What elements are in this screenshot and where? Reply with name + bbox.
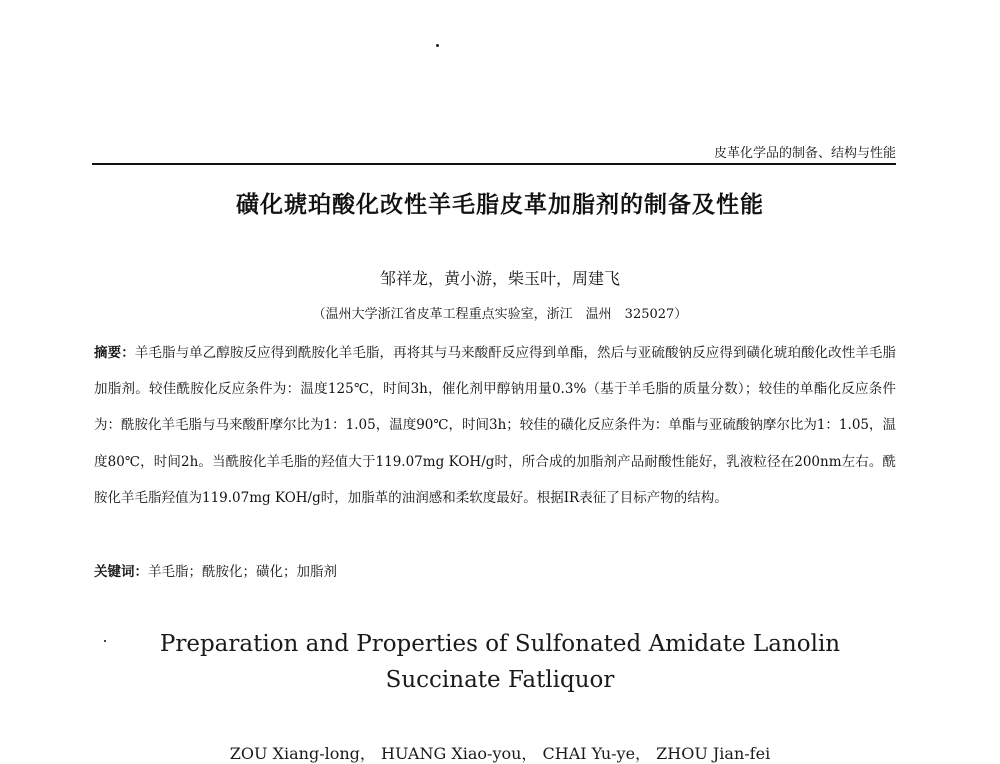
english-author-list: ZOU Xiang-long， HUANG Xiao-you， CHAI Yu-ye， ZHOU Jian-fei	[229, 744, 771, 763]
author-list: 邹祥龙，黄小游，柴玉叶，周建飞	[379, 269, 620, 288]
running-header: 皮革化学品的制备、结构与性能	[713, 146, 896, 161]
abstract-text: 羊毛脂与单乙醇胺反应得到酰胺化羊毛脂，再将其与马来酸酐反应得到单酯，然后与亚硫酸钠反应得到磺化琥珀酸化改性羊毛脂加脂剂。较佳酰胺化反应条件为：温度125℃，时间3h，催化剂甲醇钠用量0.3%（基于羊毛脂的质量分数）；较佳的单酯化反应条件为：酰胺化羊毛脂与马来酸酐摩尔比为1：1.05，温度90℃，时间3h；较佳的磺化反应条件为：单酯与亚硫酸钠摩尔比为1：1.05，温度80℃，时间2h。当酰胺化羊毛脂的羟值大于119.07mg KOH/g时，所合成的加脂剂产品耐酸性能好，乳液粒径在200nm左右。酰胺化羊毛脂羟值为119.07mg KOH/g时，加脂革的油润感和柔软度最好。根据IR表征了目标产物的结构。	[94, 345, 897, 506]
scan-speck	[436, 44, 439, 47]
header-rule	[92, 163, 896, 165]
english-title-line-2: Succinate Fatliquor	[385, 667, 615, 693]
english-title-line-1: Preparation and Properties of Sulfonated Amidate Lanolin	[159, 631, 841, 657]
keywords	[94, 560, 337, 580]
keywords-text: 羊毛脂；酰胺化；磺化；加脂剂	[148, 564, 337, 580]
author-affiliation: （温州大学浙江省皮革工程重点实验室，浙江 温州 325027）	[312, 307, 688, 322]
abstract-label: 摘要：	[94, 345, 135, 361]
keywords-label: 关键词：	[94, 564, 148, 580]
english-title	[0, 626, 1000, 698]
paper-title: 磺化琥珀酸化改性羊毛脂皮革加脂剂的制备及性能	[236, 192, 764, 218]
abstract	[94, 335, 896, 516]
